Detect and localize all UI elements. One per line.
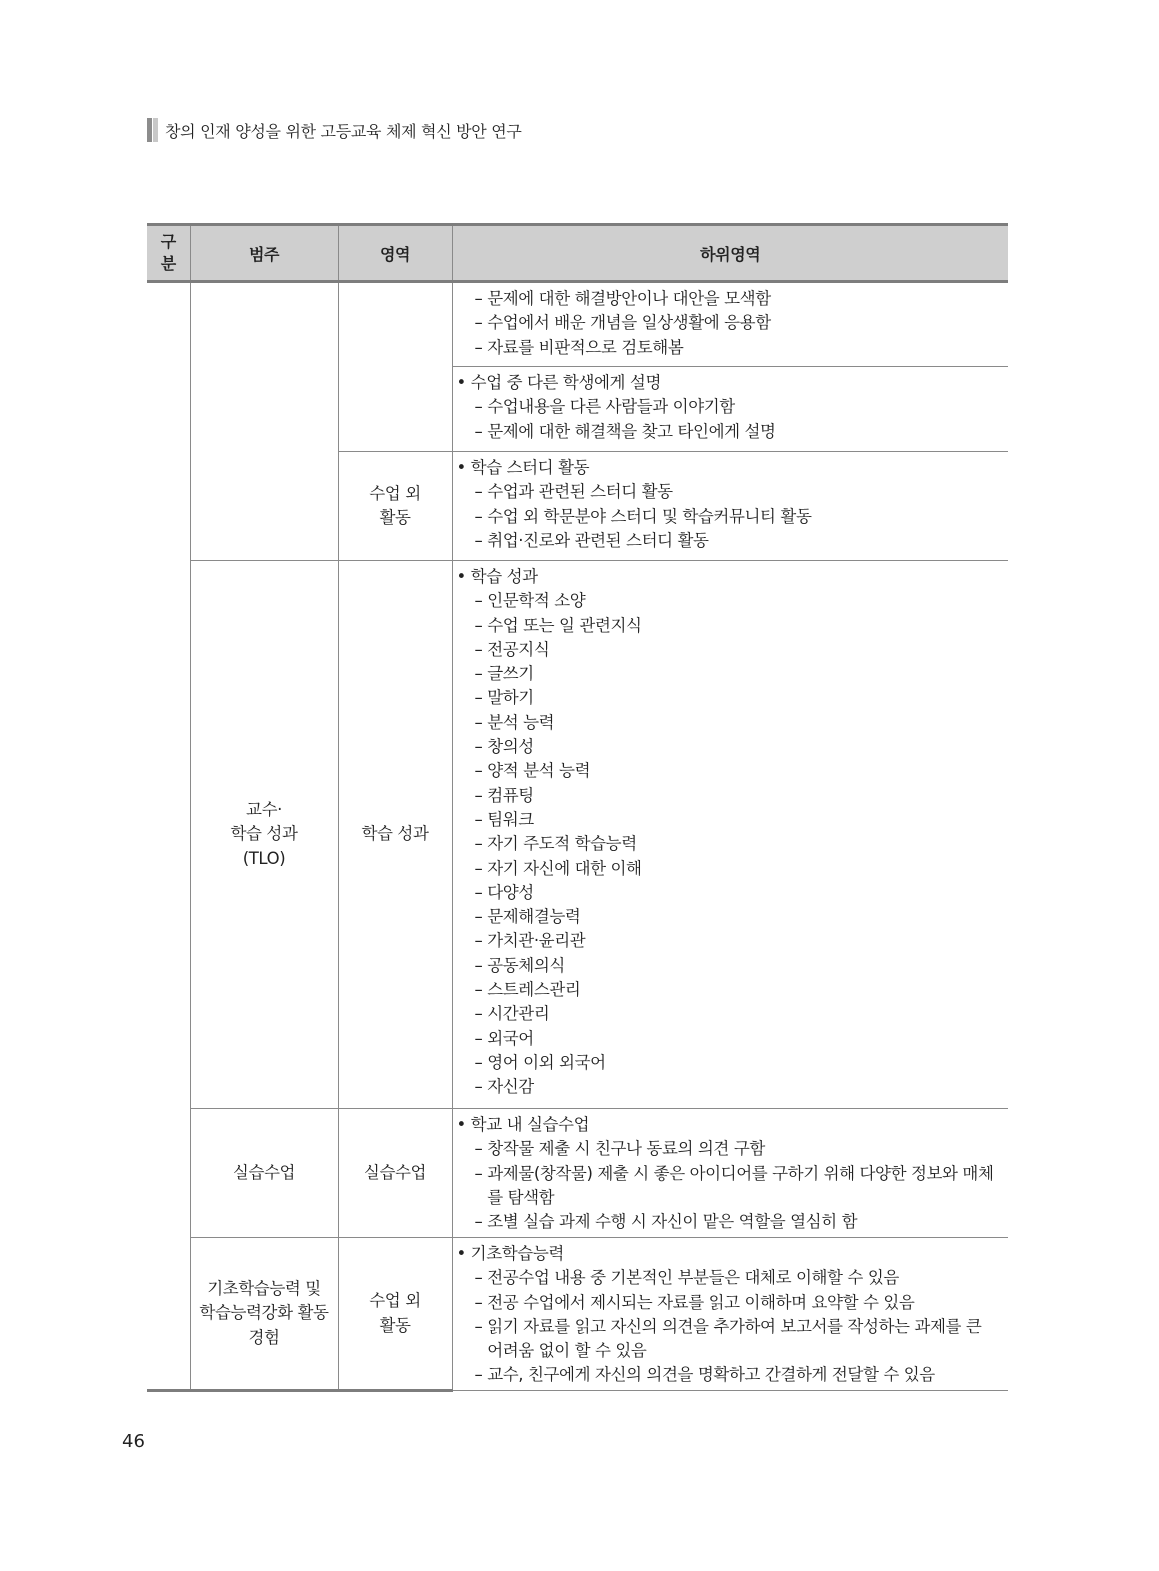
area-cell	[338, 561, 452, 1109]
dash-marker: –	[474, 1316, 488, 1336]
dash-marker: –	[474, 712, 488, 732]
bullet-item: • 기초학습능력	[456, 1244, 564, 1263]
table-row	[147, 561, 1008, 1109]
subarea-cell	[452, 1238, 1008, 1391]
dash-marker: –	[474, 397, 488, 417]
dash-marker: –	[474, 809, 488, 829]
subarea-cell	[452, 452, 1008, 561]
header-area: 영역	[338, 225, 452, 282]
item-text: 문제에 대한 해결방안이나 대안을 모색함	[487, 289, 771, 308]
item-text: 말하기	[487, 688, 534, 708]
item-text: 창의성	[487, 737, 534, 757]
gubun-cell	[147, 282, 190, 1391]
area-cell	[338, 1238, 452, 1391]
dash-item	[457, 614, 1005, 638]
dash-marker: –	[474, 834, 488, 854]
running-header	[147, 118, 522, 142]
bullet-item: • 수업 중 다른 학생에게 설명	[456, 373, 661, 392]
cell-text-line: 수업 외	[369, 1291, 421, 1311]
cell-text-line: 활동	[379, 508, 411, 527]
dash-item	[457, 1051, 1005, 1075]
dash-marker: –	[474, 313, 488, 333]
dash-item	[457, 905, 1005, 929]
item-text: 자기 주도적 학습능력	[487, 834, 637, 854]
item-text: 전공지식	[487, 639, 550, 659]
item-text: 외국어	[487, 1028, 534, 1048]
subarea-cell	[452, 1109, 1008, 1238]
item-text: 수업 외 학문분야 스터디 및 학습커뮤니티 활동	[487, 506, 812, 526]
dash-item	[457, 589, 1005, 613]
item-text: 가치관·윤리관	[487, 931, 586, 951]
dash-item	[457, 711, 1005, 735]
dash-item	[457, 1137, 1005, 1161]
header-bar-icon	[147, 118, 152, 142]
dash-marker: –	[474, 1268, 488, 1288]
cell-text-line: 실습수업	[232, 1162, 296, 1182]
dash-marker: –	[474, 506, 488, 526]
dash-item	[457, 978, 1005, 1002]
dash-item	[457, 395, 1005, 419]
dash-item	[457, 311, 1005, 335]
dash-marker: –	[474, 591, 488, 611]
item-text: 수업 또는 일 관련지식	[487, 615, 642, 635]
dash-marker: –	[474, 289, 488, 308]
dash-item	[457, 420, 1005, 444]
dash-item	[457, 1266, 1005, 1290]
dash-item	[457, 954, 1005, 978]
bullet-item: • 학교 내 실습수업	[456, 1115, 590, 1134]
running-header-title: 창의 인재 양성을 위한 고등교육 체제 혁신 방안 연구	[165, 121, 522, 141]
dash-item	[457, 1002, 1005, 1026]
dash-item	[457, 287, 1005, 311]
bullet-item: • 학습 스터디 활동	[456, 458, 590, 477]
item-text: 인문학적 소양	[487, 591, 586, 611]
header-bar-icon	[153, 118, 158, 142]
dash-marker: –	[474, 1163, 488, 1183]
cell-text-line: 수업 외	[369, 483, 421, 503]
dash-marker: –	[474, 1212, 488, 1232]
item-text: 조별 실습 과제 수행 시 자신이 맡은 역할을 열심히 함	[487, 1212, 858, 1232]
dash-marker: –	[474, 907, 488, 927]
dash-item	[457, 1027, 1005, 1051]
dash-item	[457, 336, 1005, 360]
cell-text-line: 학습능력강화 활동	[199, 1303, 329, 1323]
dash-item	[457, 1162, 1005, 1211]
item-text: 자료를 비판적으로 검토해봄	[487, 337, 684, 357]
item-text: 컴퓨팅	[487, 785, 534, 805]
dash-item	[457, 1075, 1005, 1099]
dash-item	[457, 480, 1005, 504]
table-row	[147, 282, 1008, 367]
header-gubun-char: 분	[160, 254, 176, 273]
cell-text-line: 학습 성과	[361, 824, 429, 844]
item-text: 과제물(창작물) 제출 시 좋은 아이디어를 구하기 위해 다양한 정보와 매체를 탐색함	[487, 1163, 994, 1207]
item-text: 자기 자신에 대한 이해	[487, 858, 642, 878]
dash-item	[457, 735, 1005, 759]
item-text: 취업·진로와 관련된 스터디 활동	[487, 530, 709, 550]
dash-item	[457, 1315, 1005, 1364]
dash-marker: –	[474, 1365, 488, 1385]
dash-item	[457, 1363, 1005, 1387]
area-cell	[338, 1109, 452, 1238]
cell-text-line: 기초학습능력 및	[207, 1279, 321, 1299]
dash-marker: –	[474, 688, 488, 708]
item-text: 읽기 자료를 읽고 자신의 의견을 추가하여 보고서를 작성하는 과제를 큰 어려움 없이 할 수 있음	[487, 1316, 982, 1361]
category-cell	[190, 1109, 338, 1238]
item-text: 자신감	[487, 1077, 534, 1097]
cell-text-line: (TLO)	[242, 848, 286, 868]
item-text: 창작물 제출 시 친구나 동료의 의견 구함	[487, 1139, 765, 1159]
category-cell	[190, 561, 338, 1109]
table-header-row	[147, 225, 1008, 282]
dash-marker: –	[474, 980, 488, 1000]
dash-marker: –	[474, 785, 488, 805]
dash-item	[457, 832, 1005, 856]
cell-text-line: 활동	[379, 1315, 411, 1335]
dash-marker: –	[474, 737, 488, 757]
item-text: 수업과 관련된 스터디 활동	[487, 482, 673, 502]
header-subarea: 하위영역	[452, 225, 1008, 282]
bullet-item: • 학습 성과	[456, 567, 538, 586]
category-table	[147, 223, 1008, 1392]
table-row	[147, 1238, 1008, 1391]
dash-marker: –	[474, 931, 488, 951]
dash-marker: –	[474, 1004, 488, 1024]
dash-marker: –	[474, 1139, 488, 1159]
dash-marker: –	[474, 615, 488, 635]
item-text: 분석 능력	[487, 712, 555, 732]
dash-item	[457, 881, 1005, 905]
dash-item	[457, 759, 1005, 783]
category-cell	[190, 282, 338, 561]
cell-text-line: 교수·	[246, 800, 282, 820]
dash-item	[457, 662, 1005, 686]
dash-item	[457, 808, 1005, 832]
dash-item	[457, 686, 1005, 710]
cell-text-line: 경험	[248, 1327, 280, 1347]
dash-item	[457, 1210, 1005, 1234]
item-text: 전공 수업에서 제시되는 자료를 읽고 이해하며 요약할 수 있음	[487, 1292, 915, 1312]
dash-item	[457, 529, 1005, 553]
item-text: 문제에 대한 해결책을 찾고 타인에게 설명	[487, 421, 776, 441]
dash-marker: –	[474, 1028, 488, 1048]
item-text: 영어 이외 외국어	[487, 1052, 606, 1072]
dash-marker: –	[474, 858, 488, 878]
item-text: 교수, 친구에게 자신의 의견을 명확하고 간결하게 전달할 수 있음	[487, 1365, 935, 1385]
header-gubun-label	[161, 232, 176, 273]
dash-item	[457, 638, 1005, 662]
dash-item	[457, 857, 1005, 881]
table-row	[147, 1109, 1008, 1238]
dash-item	[457, 784, 1005, 808]
dash-marker: –	[474, 482, 488, 502]
item-text: 스트레스관리	[487, 980, 581, 1000]
dash-item	[457, 1291, 1005, 1315]
item-text: 수업에서 배운 개념을 일상생활에 응용함	[487, 313, 771, 333]
header-category: 범주	[190, 225, 338, 282]
header-gubun-char: 구	[160, 232, 176, 251]
cell-text-line: 학습 성과	[230, 824, 298, 844]
area-cell	[338, 282, 452, 452]
item-text: 전공수업 내용 중 기본적인 부분들은 대체로 이해할 수 있음	[487, 1268, 899, 1288]
dash-marker: –	[474, 664, 488, 684]
area-cell	[338, 452, 452, 561]
item-text: 다양성	[487, 882, 534, 902]
subarea-cell	[452, 367, 1008, 452]
page-number: 46	[122, 1431, 145, 1452]
header-gubun	[147, 225, 190, 282]
subarea-cell	[452, 561, 1008, 1109]
item-text: 시간관리	[487, 1004, 550, 1024]
item-text: 문제해결능력	[487, 907, 581, 927]
dash-marker: –	[474, 761, 488, 781]
item-text: 공동체의식	[487, 955, 565, 975]
dash-marker: –	[474, 639, 488, 659]
dash-item	[457, 929, 1005, 953]
item-text: 양적 분석 능력	[487, 761, 591, 781]
dash-marker: –	[474, 882, 488, 902]
dash-marker: –	[474, 530, 488, 550]
category-cell	[190, 1238, 338, 1391]
item-text: 글쓰기	[487, 664, 534, 684]
dash-marker: –	[474, 955, 488, 975]
dash-marker: –	[474, 337, 488, 357]
cell-text-line: 실습수업	[363, 1162, 427, 1182]
dash-marker: –	[474, 1052, 488, 1072]
dash-item	[457, 505, 1005, 529]
dash-marker: –	[474, 1292, 488, 1312]
subarea-cell	[452, 282, 1008, 367]
item-text: 팀워크	[487, 809, 534, 829]
dash-marker: –	[474, 1077, 488, 1097]
dash-marker: –	[474, 421, 488, 441]
item-text: 수업내용을 다른 사람들과 이야기함	[487, 397, 735, 417]
